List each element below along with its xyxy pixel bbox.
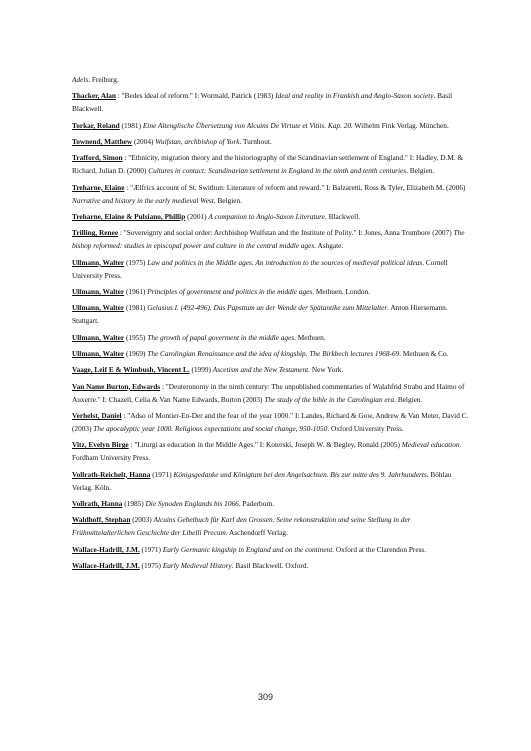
- entry-title: Early Medieval History: [162, 560, 232, 570]
- entry-publisher: . New York.: [308, 365, 344, 375]
- entry-title: Gelasius I. (492-496). Das Papsttum an der Wende der Spätantike zum Mittelalter: [147, 303, 388, 313]
- entry-text: : "Deuteronomy in the ninth century: The unpublished commentaries of Walahfrid Strabo and Haimo of Auxerre." I: Chazell, Celia & Van Name Edwards, Burton (2003): [72, 381, 465, 404]
- bibliography-entry: [72, 497, 472, 510]
- entry-text: (1999): [189, 365, 213, 375]
- entry-publisher: . Blackwell.: [324, 211, 361, 221]
- entry-title: The study of the bible in the Carolingian era: [264, 394, 395, 404]
- entry-author: Treharne, Elaine & Pulsiano, Phillip: [72, 211, 186, 221]
- entry-publisher: . Ashgate.: [314, 241, 344, 251]
- entry-text: : "Bedes ideal of reform." I: Wormald, Patrick (1983): [115, 91, 276, 101]
- bibliography-entry: [72, 181, 472, 207]
- entry-author: Ullmann, Walter: [72, 287, 125, 296]
- entry-author: Trafford, Simon: [72, 153, 123, 163]
- entry-publisher: . Methuen.: [294, 332, 326, 342]
- entry-publisher: . Belgien.: [213, 195, 242, 205]
- entry-text: : "Liturgi as education in the Middle Ages." I: Koterski, Joseph W. & Begley, Ronald (2005): [128, 440, 402, 450]
- entry-text: (2001): [185, 211, 209, 221]
- entry-text: (2004): [132, 136, 156, 146]
- entry-title: Cultures in contact: Scandinavian settlement in England in the ninth and tenth centuries: [148, 166, 407, 176]
- entry-title: Early Germanic kingship in England and on the continent: [162, 544, 333, 554]
- entry-publisher: . Böhlau Verlag. Köln.: [72, 469, 452, 492]
- entry-text: : "Ethnicity, migration theory and the historiography of the Scandinavian settlement of England." I: Hadley, D.M. & Richard, Julian D. (2000): [72, 153, 464, 176]
- entry-author: Wallace-Hadrill, J.M.: [72, 544, 140, 554]
- entry-title: A companion to Anglo-Saxon Literature: [208, 211, 325, 221]
- entry-author: Townend, Matthew: [72, 136, 133, 146]
- entry-title: Law and politics in the Middle ages. An introduction to the sources of medieval political ideas: [147, 257, 423, 267]
- entry-title: Ideal and reality in Frankish and Anglo-Saxon society: [275, 91, 434, 101]
- bibliography-entry: [72, 468, 472, 494]
- entry-text: (1975): [124, 257, 148, 267]
- bibliography-entry: [72, 226, 472, 252]
- entry-text: (1971): [150, 469, 174, 479]
- entry-title: Königsgedanke und Königtum bei den Angelsachsen. Bis zur mitte des 9. Jahrhunderts: [173, 469, 427, 479]
- entry-publisher: . Belgien.: [394, 394, 423, 404]
- entry-title: Medieval education: [401, 440, 460, 450]
- entry-text: (1971): [139, 544, 163, 554]
- entry-title: The apocalyptic year 1000. Religious expectations and social change, 950-1050: [93, 423, 328, 433]
- entry-author: Vollrath-Reichelt, Hanna: [72, 469, 151, 479]
- entry-text: : "Ælfrics account of St. Swithun: Literature of reform and reward." I: Balzaretti, Ross & Tyler, Elizabeth M. (2006): [124, 182, 466, 192]
- bibliography-entry: [72, 409, 472, 435]
- bibliography-entry: [72, 73, 472, 86]
- entry-title: The Carolingian Renaissance and the idea of kingship. The Birkbech lectures 1968-69: [147, 348, 400, 358]
- bibliography-entry: [72, 256, 472, 282]
- bibliography-entry: [72, 151, 472, 177]
- entry-author: Waldhoff, Stephan: [72, 515, 131, 525]
- entry-text: (1985): [122, 499, 146, 508]
- bibliography-entry: [72, 301, 472, 327]
- bibliography-entry: [72, 331, 472, 344]
- entry-text: (1969): [124, 348, 148, 358]
- entry-author: Thacker, Alan: [72, 91, 116, 101]
- entry-publisher: . Freiburg.: [88, 75, 119, 84]
- entry-title: The bishop reformed: studies in episcopal power and culture in the central middle ages: [72, 228, 465, 251]
- bibliography-entry: [72, 89, 472, 115]
- entry-text: (1981): [119, 120, 143, 130]
- entry-author: Treharne, Elaine: [72, 182, 125, 192]
- entry-author: Vitz, Evelyn Birge: [72, 440, 129, 450]
- bibliography-entry: [72, 119, 472, 132]
- entry-title: Wulfstan, archbishop of York: [155, 136, 240, 146]
- page-number: 309: [257, 692, 274, 702]
- entry-author: Van Name Burton, Edwards: [72, 381, 161, 391]
- entry-author: Ullmann, Walter: [72, 332, 125, 342]
- entry-publisher: Wilhelm Fink Verlag. München.: [352, 120, 449, 130]
- entry-title: Narrative and history in the early medieval West: [72, 195, 214, 205]
- bibliography-entry: [72, 210, 472, 223]
- entry-publisher: . Oxford University Press.: [327, 423, 404, 433]
- entry-author: Ullmann, Walter: [72, 348, 125, 358]
- entry-title: The growth of papal goverment in the middle ages: [147, 332, 295, 342]
- entry-publisher: . Turnhout.: [239, 136, 272, 146]
- entry-publisher: . Fordham University Press.: [72, 440, 462, 463]
- entry-text: (2003): [130, 515, 154, 525]
- entry-title: Die Synoden Englands bis 1066: [145, 499, 239, 508]
- entry-text: : "Sovereignty and social order: Archbishop Wulfstan and the Institute of Polity." I: Jones, Anna Trumbore (2007): [118, 228, 454, 238]
- bibliography-entry: [72, 363, 472, 376]
- entry-title: Alcuins Gebetbuch für Karl den Grossen. Seine rekonstruktion und seine Stellung in der Frühmittelalterlichen Geschichte der Libelli Precum: [72, 515, 411, 538]
- bibliography-entry: [72, 543, 472, 556]
- entry-publisher: . Basil Blackwell. Oxford.: [231, 560, 309, 570]
- bibliography-entry: [72, 135, 472, 148]
- entry-text: (1961): [124, 287, 148, 296]
- bibliography-entry: [72, 285, 472, 298]
- entry-title: Ascetism and the New Testament: [212, 365, 309, 375]
- entry-author: Ullmann, Walter: [72, 257, 125, 267]
- entry-author: Vollrath, Hanna: [72, 499, 123, 508]
- entry-text: (1975): [139, 560, 163, 570]
- bibliography-list: [72, 73, 472, 575]
- entry-author: Torkar, Roland: [72, 120, 120, 130]
- entry-publisher: . Belgien.: [406, 166, 435, 176]
- entry-text: (1981): [124, 303, 148, 313]
- entry-author: Verhelst, Daniel: [72, 410, 122, 420]
- entry-text: (1955): [124, 332, 148, 342]
- bibliography-entry: [72, 347, 472, 360]
- entry-title: Eine Altenglische Übersetzung von Alcuins De Virtute et Vitiis. Kap. 20.: [142, 120, 353, 130]
- entry-publisher: . Aschendorff Verlag.: [225, 528, 288, 538]
- bibliography-entry: [72, 513, 472, 539]
- bibliography-entry: [72, 380, 472, 406]
- entry-text: : "Adso of Montier-En-Der and the fear of the year 1000." I: Landes, Richard & Gow, Andrew & Van Meter, David C. (2003): [72, 410, 469, 433]
- bibliography-entry: [72, 559, 472, 572]
- entry-publisher: . Methuen. London.: [312, 287, 371, 296]
- entry-publisher: . Anton Hiersemann. Stuttgart.: [72, 303, 448, 326]
- entry-publisher: . Methuen & Co.: [399, 348, 449, 358]
- entry-publisher: . Basil Blackwell.: [72, 91, 453, 114]
- entry-author: Wallace-Hadrill, J.M.: [72, 560, 140, 570]
- entry-author: Vaage, Leif E & Wimbush, Vincent L.: [72, 365, 190, 375]
- entry-title: Adels: [72, 75, 89, 84]
- bibliography-entry: [72, 438, 472, 464]
- entry-publisher: . Oxford at the Clarendon Press.: [332, 544, 427, 554]
- entry-publisher: . Cornell University Press.: [72, 257, 448, 280]
- entry-title: Principles of government and politics in the middle ages: [147, 287, 313, 296]
- entry-author: Trilling, Renee: [72, 228, 119, 238]
- entry-author: Ullmann, Walter: [72, 303, 125, 313]
- entry-publisher: . Paderborn.: [238, 499, 275, 508]
